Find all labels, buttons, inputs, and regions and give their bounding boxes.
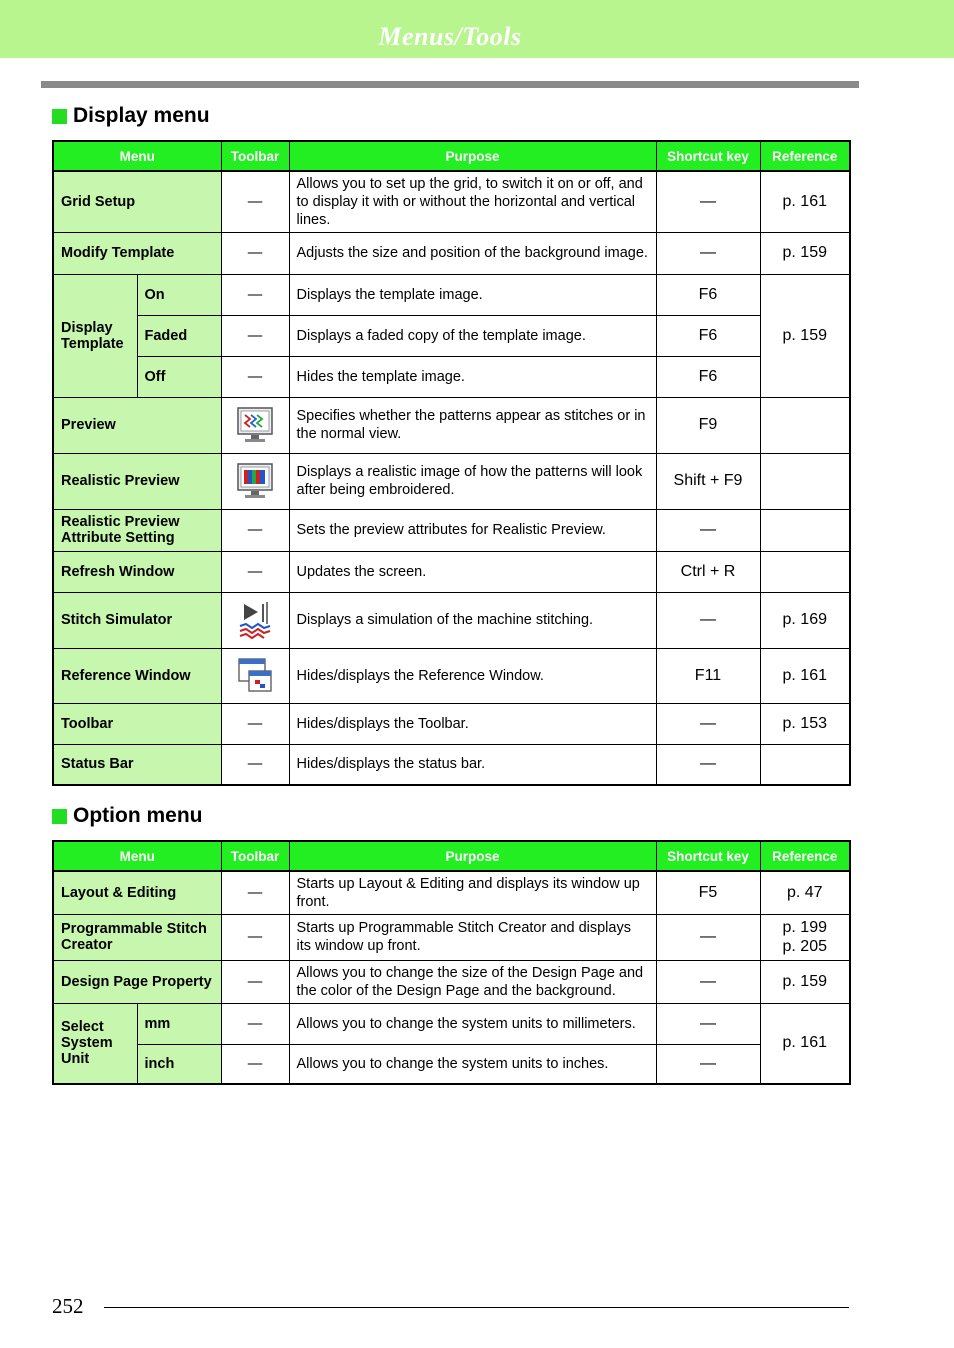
shortcut-key: Shift + F9 xyxy=(656,453,760,509)
purpose-text: Sets the preview attributes for Realistic Preview. xyxy=(289,509,656,551)
shortcut-key: — xyxy=(656,171,760,232)
option-menu-heading-text: Option menu xyxy=(73,804,203,827)
toolbar-icon-cell xyxy=(221,648,289,703)
col-reference: Reference xyxy=(760,841,850,871)
shortcut-key: F9 xyxy=(656,397,760,453)
reference-page xyxy=(760,509,850,551)
col-purpose: Purpose xyxy=(289,141,656,171)
table-row xyxy=(53,1003,850,1044)
option-menu-heading xyxy=(52,804,203,828)
table-row xyxy=(53,397,850,453)
menu-programmable-stitch-creator: Programmable Stitch Creator xyxy=(53,914,221,960)
toolbar-dash: — xyxy=(221,703,289,744)
purpose-text: Hides the template image. xyxy=(289,356,656,397)
table-row xyxy=(53,356,850,397)
table-row xyxy=(53,453,850,509)
menu-layout-editing: Layout & Editing xyxy=(53,871,221,914)
purpose-text: Hides/displays the Reference Window. xyxy=(289,648,656,703)
shortcut-key: — xyxy=(656,509,760,551)
col-reference: Reference xyxy=(760,141,850,171)
display-menu-table xyxy=(52,140,851,786)
option-menu-table xyxy=(52,840,851,1085)
table-row xyxy=(53,315,850,356)
shortcut-key: Ctrl + R xyxy=(656,551,760,592)
shortcut-key: — xyxy=(656,1003,760,1044)
reference-page: p. 161 xyxy=(760,1003,850,1084)
table-row xyxy=(53,960,850,1003)
table-row xyxy=(53,509,850,551)
submenu-mm: mm xyxy=(137,1003,221,1044)
purpose-text: Allows you to set up the grid, to switch it on or off, and to display it with or without the horizontal and vertical lines. xyxy=(289,171,656,232)
table-row xyxy=(53,871,850,914)
display-menu-heading xyxy=(52,104,210,128)
toolbar-dash: — xyxy=(221,274,289,315)
page-header-title: Menus/Tools xyxy=(378,22,522,51)
col-menu: Menu xyxy=(53,841,221,871)
purpose-text: Specifies whether the patterns appear as stitches or in the normal view. xyxy=(289,397,656,453)
shortcut-key: F11 xyxy=(656,648,760,703)
shortcut-key: — xyxy=(656,1044,760,1084)
purpose-text: Updates the screen. xyxy=(289,551,656,592)
reference-page-2: p. 205 xyxy=(782,938,827,955)
purpose-text: Hides/displays the status bar. xyxy=(289,744,656,785)
purpose-text: Allows you to change the system units to inches. xyxy=(289,1044,656,1084)
reference-page xyxy=(760,453,850,509)
reference-page-1: p. 199 xyxy=(782,919,827,936)
table-row xyxy=(53,1044,850,1084)
menu-refresh-window: Refresh Window xyxy=(53,551,221,592)
col-menu: Menu xyxy=(53,141,221,171)
table-row xyxy=(53,744,850,785)
green-square-icon xyxy=(52,109,67,124)
shortcut-key: — xyxy=(656,232,760,274)
table-header-row xyxy=(53,841,850,871)
toolbar-dash: — xyxy=(221,914,289,960)
realistic-preview-icon xyxy=(236,461,274,501)
menu-design-page-property: Design Page Property xyxy=(53,960,221,1003)
stitch-simulator-icon xyxy=(236,600,274,640)
purpose-text: Hides/displays the Toolbar. xyxy=(289,703,656,744)
purpose-text: Displays a simulation of the machine stitching. xyxy=(289,592,656,648)
shortcut-key: — xyxy=(656,960,760,1003)
reference-page: p. 159 xyxy=(760,274,850,397)
table-row xyxy=(53,232,850,274)
submenu-on: On xyxy=(137,274,221,315)
shortcut-key: — xyxy=(656,703,760,744)
table-row xyxy=(53,274,850,315)
reference-page: p. 159 xyxy=(760,232,850,274)
toolbar-icon-cell xyxy=(221,592,289,648)
table-row xyxy=(53,592,850,648)
display-menu-heading-text: Display menu xyxy=(73,104,210,127)
purpose-text: Adjusts the size and position of the background image. xyxy=(289,232,656,274)
purpose-text: Displays the template image. xyxy=(289,274,656,315)
shortcut-key: F6 xyxy=(656,356,760,397)
shortcut-key: — xyxy=(656,914,760,960)
purpose-text: Displays a faded copy of the template image. xyxy=(289,315,656,356)
toolbar-dash: — xyxy=(221,551,289,592)
shortcut-key: F5 xyxy=(656,871,760,914)
toolbar-icon-cell xyxy=(221,453,289,509)
menu-status-bar: Status Bar xyxy=(53,744,221,785)
toolbar-dash: — xyxy=(221,315,289,356)
submenu-inch: inch xyxy=(137,1044,221,1084)
shortcut-key: — xyxy=(656,744,760,785)
reference-page: p. 161 xyxy=(760,648,850,703)
toolbar-dash: — xyxy=(221,744,289,785)
menu-select-system-unit: Select System Unit xyxy=(53,1003,137,1084)
menu-realistic-preview: Realistic Preview xyxy=(53,453,221,509)
menu-reference-window: Reference Window xyxy=(53,648,221,703)
reference-page xyxy=(760,551,850,592)
purpose-text: Displays a realistic image of how the patterns will look after being embroidered. xyxy=(289,453,656,509)
submenu-faded: Faded xyxy=(137,315,221,356)
reference-page xyxy=(760,914,850,960)
reference-page xyxy=(760,744,850,785)
toolbar-dash: — xyxy=(221,871,289,914)
toolbar-dash: — xyxy=(221,1003,289,1044)
stitch-preview-icon xyxy=(236,405,274,445)
col-toolbar: Toolbar xyxy=(221,841,289,871)
col-toolbar: Toolbar xyxy=(221,141,289,171)
toolbar-icon-cell xyxy=(221,397,289,453)
menu-modify-template: Modify Template xyxy=(53,232,221,274)
toolbar-dash: — xyxy=(221,356,289,397)
shortcut-key: — xyxy=(656,592,760,648)
header-divider xyxy=(41,81,859,88)
col-shortcut: Shortcut key xyxy=(656,141,760,171)
col-shortcut: Shortcut key xyxy=(656,841,760,871)
table-row xyxy=(53,551,850,592)
shortcut-key: F6 xyxy=(656,274,760,315)
toolbar-dash: — xyxy=(221,509,289,551)
toolbar-dash: — xyxy=(221,171,289,232)
green-square-icon xyxy=(52,809,67,824)
table-row xyxy=(53,648,850,703)
toolbar-dash: — xyxy=(221,232,289,274)
menu-realistic-attribute-setting: Realistic Preview Attribute Setting xyxy=(53,509,221,551)
menu-display-template: Display Template xyxy=(53,274,137,397)
menu-grid-setup: Grid Setup xyxy=(53,171,221,232)
reference-window-icon xyxy=(236,656,274,696)
reference-page xyxy=(760,397,850,453)
toolbar-dash: — xyxy=(221,1044,289,1084)
purpose-text: Starts up Programmable Stitch Creator and displays its window up front. xyxy=(289,914,656,960)
reference-page: p. 47 xyxy=(760,871,850,914)
reference-page: p. 159 xyxy=(760,960,850,1003)
page-number: 252 xyxy=(52,1294,84,1318)
shortcut-key: F6 xyxy=(656,315,760,356)
menu-stitch-simulator: Stitch Simulator xyxy=(53,592,221,648)
purpose-text: Allows you to change the system units to millimeters. xyxy=(289,1003,656,1044)
reference-page: p. 153 xyxy=(760,703,850,744)
submenu-off: Off xyxy=(137,356,221,397)
menu-toolbar: Toolbar xyxy=(53,703,221,744)
toolbar-dash: — xyxy=(221,960,289,1003)
footer-divider xyxy=(104,1307,849,1308)
table-row xyxy=(53,171,850,232)
purpose-text: Allows you to change the size of the Design Page and the color of the Design Page and the background. xyxy=(289,960,656,1003)
table-row xyxy=(53,914,850,960)
table-header-row xyxy=(53,141,850,171)
table-row xyxy=(53,703,850,744)
reference-page: p. 169 xyxy=(760,592,850,648)
menu-preview: Preview xyxy=(53,397,221,453)
purpose-text: Starts up Layout & Editing and displays its window up front. xyxy=(289,871,656,914)
reference-page: p. 161 xyxy=(760,171,850,232)
col-purpose: Purpose xyxy=(289,841,656,871)
